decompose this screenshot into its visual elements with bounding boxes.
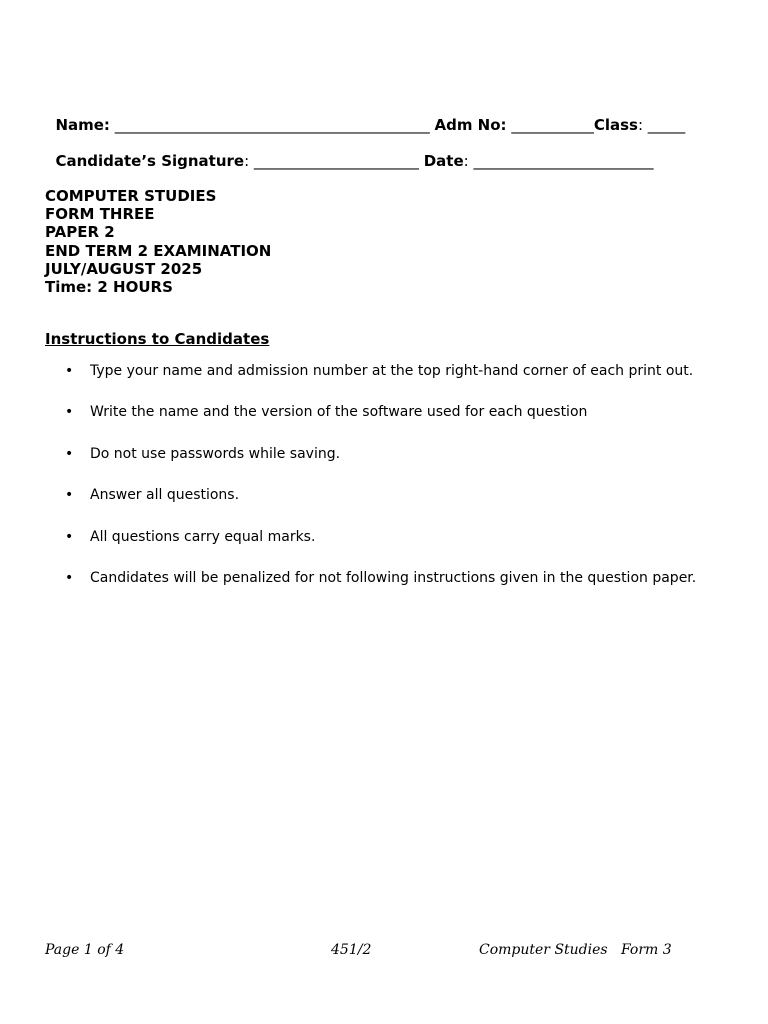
exam-paper: PAPER 2 xyxy=(45,223,115,242)
instruction-text: Type your name and admission number at the top right-hand corner of each print out. xyxy=(90,363,694,379)
footer-course: Computer Studies Form 3 xyxy=(479,942,672,958)
exam-form: FORM THREE xyxy=(45,205,155,224)
name-blank: __________________________________________ xyxy=(109,116,435,134)
exam-subject: COMPUTER STUDIES xyxy=(45,187,217,205)
bullet-icon: • xyxy=(65,528,74,545)
adm-no-label: Adm No: xyxy=(434,116,507,134)
bullet-icon: • xyxy=(65,404,74,421)
class-label: Class xyxy=(593,116,638,134)
instruction-text: Do not use passwords while saving. xyxy=(90,445,341,462)
instruction-text: Candidates will be penalized for not following instructions given in the question paper. xyxy=(90,569,697,586)
instruction-item xyxy=(0,487,240,528)
adm-no-blank: ___________ xyxy=(506,116,594,134)
bullet-icon: • xyxy=(65,487,74,504)
instruction-item xyxy=(0,404,588,445)
instruction-item xyxy=(0,569,697,611)
name-label: Name: xyxy=(55,116,110,134)
signature-label: Candidate’s Signature xyxy=(55,152,245,170)
exam-heading xyxy=(45,187,271,296)
footer-page-number: Page 1 of 4 xyxy=(45,942,125,958)
instructions-title: Instructions to Candidates xyxy=(45,330,270,348)
signature-date-line xyxy=(45,134,653,170)
footer-paper-code: 451/2 xyxy=(331,942,372,958)
bullet-icon: • xyxy=(65,363,74,379)
bullet-icon: • xyxy=(65,445,74,462)
signature-blank: : ______________________ xyxy=(244,152,424,170)
instruction-item xyxy=(0,363,694,404)
student-details-line xyxy=(45,98,685,134)
instruction-item xyxy=(0,528,316,570)
exam-period: JULY/AUGUST 2025 xyxy=(45,259,203,278)
exam-time: Time: 2 HOURS xyxy=(45,278,173,297)
instruction-text: All questions carry equal marks. xyxy=(90,528,316,545)
instructions-list xyxy=(0,363,697,611)
instruction-item xyxy=(0,445,341,487)
instruction-text: Answer all questions. xyxy=(90,487,240,504)
date-label: Date xyxy=(423,152,464,170)
bullet-icon: • xyxy=(65,569,74,586)
exam-name: END TERM 2 EXAMINATION xyxy=(45,241,272,260)
instruction-text: Write the name and the version of the software used for each question xyxy=(90,404,588,421)
class-blank: : _____ xyxy=(637,116,686,134)
date-blank: : ________________________ xyxy=(463,152,654,170)
